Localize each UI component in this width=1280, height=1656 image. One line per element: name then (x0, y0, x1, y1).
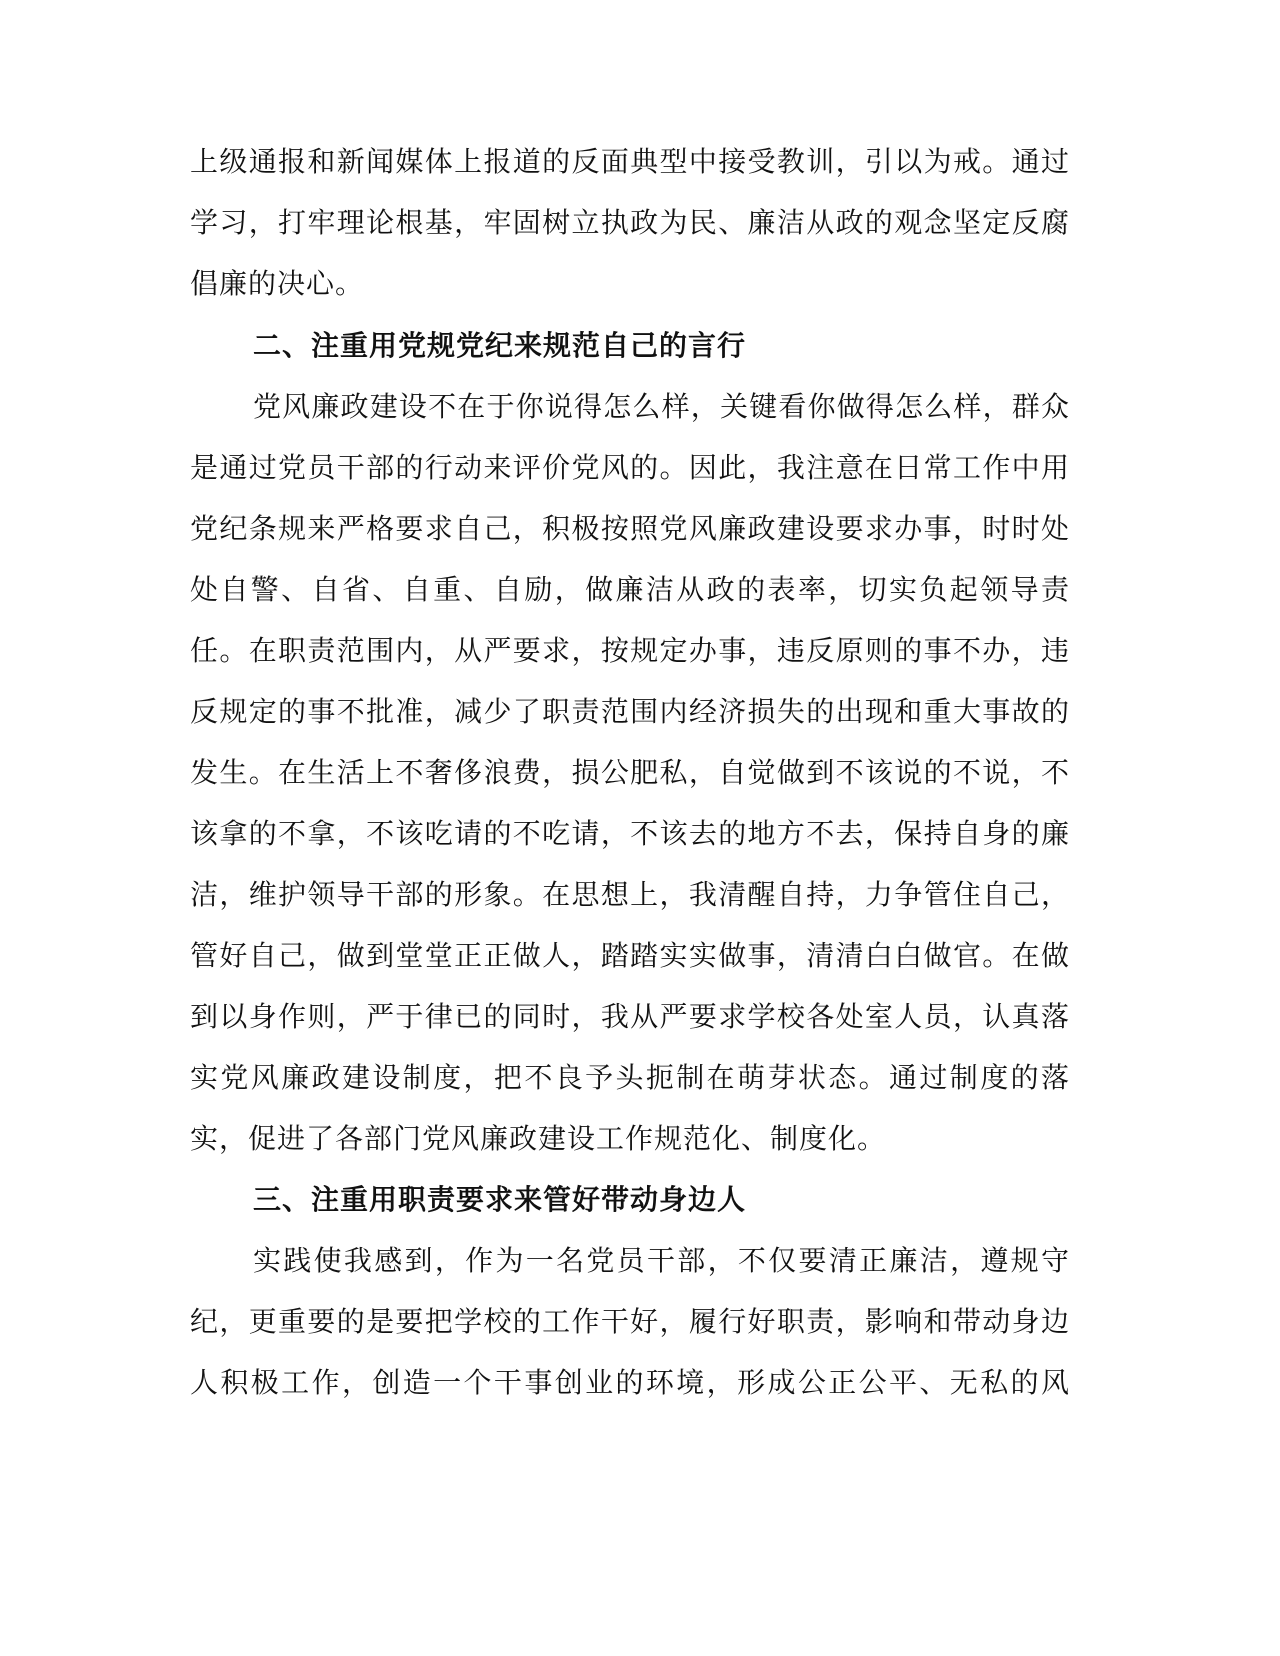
text-line: 是通过党员干部的行动来评价党风的。因此，我注意在日常工作中用 (190, 451, 1070, 484)
text-line: 管好自己，做到堂堂正正做人，踏踏实实做事，清清白白做官。在做 (190, 939, 1070, 972)
text-line: 反规定的事不批准，减少了职责范围内经济损失的出现和重大事故的 (190, 695, 1070, 728)
text-line: 实党风廉政建设制度，把不良予头扼制在萌芽状态。通过制度的落 (190, 1061, 1070, 1094)
text-line: 到以身作则，严于律已的同时，我从严要求学校各处室人员，认真落 (190, 1000, 1070, 1033)
text-line: 处自警、自省、自重、自励，做廉洁从政的表率，切实负起领导责 (190, 573, 1070, 606)
text-line: 洁，维护领导干部的形象。在思想上，我清醒自持，力争管住自己， (190, 878, 1070, 911)
text-line: 该拿的不拿，不该吃请的不吃请，不该去的地方不去，保持自身的廉 (190, 817, 1070, 850)
text-line: 实践使我感到，作为一名党员干部，不仅要清正廉洁，遵规守 (253, 1244, 1070, 1277)
text-line: 学习，打牢理论根基，牢固树立执政为民、廉洁从政的观念坚定反腐 (190, 206, 1070, 239)
text-line: 党风廉政建设不在于你说得怎么样，关键看你做得怎么样，群众 (253, 390, 1070, 423)
text-line: 倡廉的决心。 (190, 267, 365, 300)
text-line: 人积极工作，创造一个干事创业的环境，形成公正公平、无私的风 (190, 1366, 1070, 1399)
text-line: 上级通报和新闻媒体上报道的反面典型中接受教训，引以为戒。通过 (190, 145, 1070, 178)
text-line: 党纪条规来严格要求自己，积极按照党风廉政建设要求办事，时时处 (190, 512, 1070, 545)
section-heading-2: 二、注重用党规党纪来规范自己的言行 (253, 329, 747, 362)
section-heading-3: 三、注重用职责要求来管好带动身边人 (253, 1183, 747, 1216)
text-line: 发生。在生活上不奢侈浪费，损公肥私，自觉做到不该说的不说，不 (190, 756, 1070, 789)
text-line: 纪，更重要的是要把学校的工作干好，履行好职责，影响和带动身边 (190, 1305, 1070, 1338)
text-line: 实，促进了各部门党风廉政建设工作规范化、制度化。 (190, 1122, 887, 1155)
text-line: 任。在职责范围内，从严要求，按规定办事，违反原则的事不办，违 (190, 634, 1070, 667)
